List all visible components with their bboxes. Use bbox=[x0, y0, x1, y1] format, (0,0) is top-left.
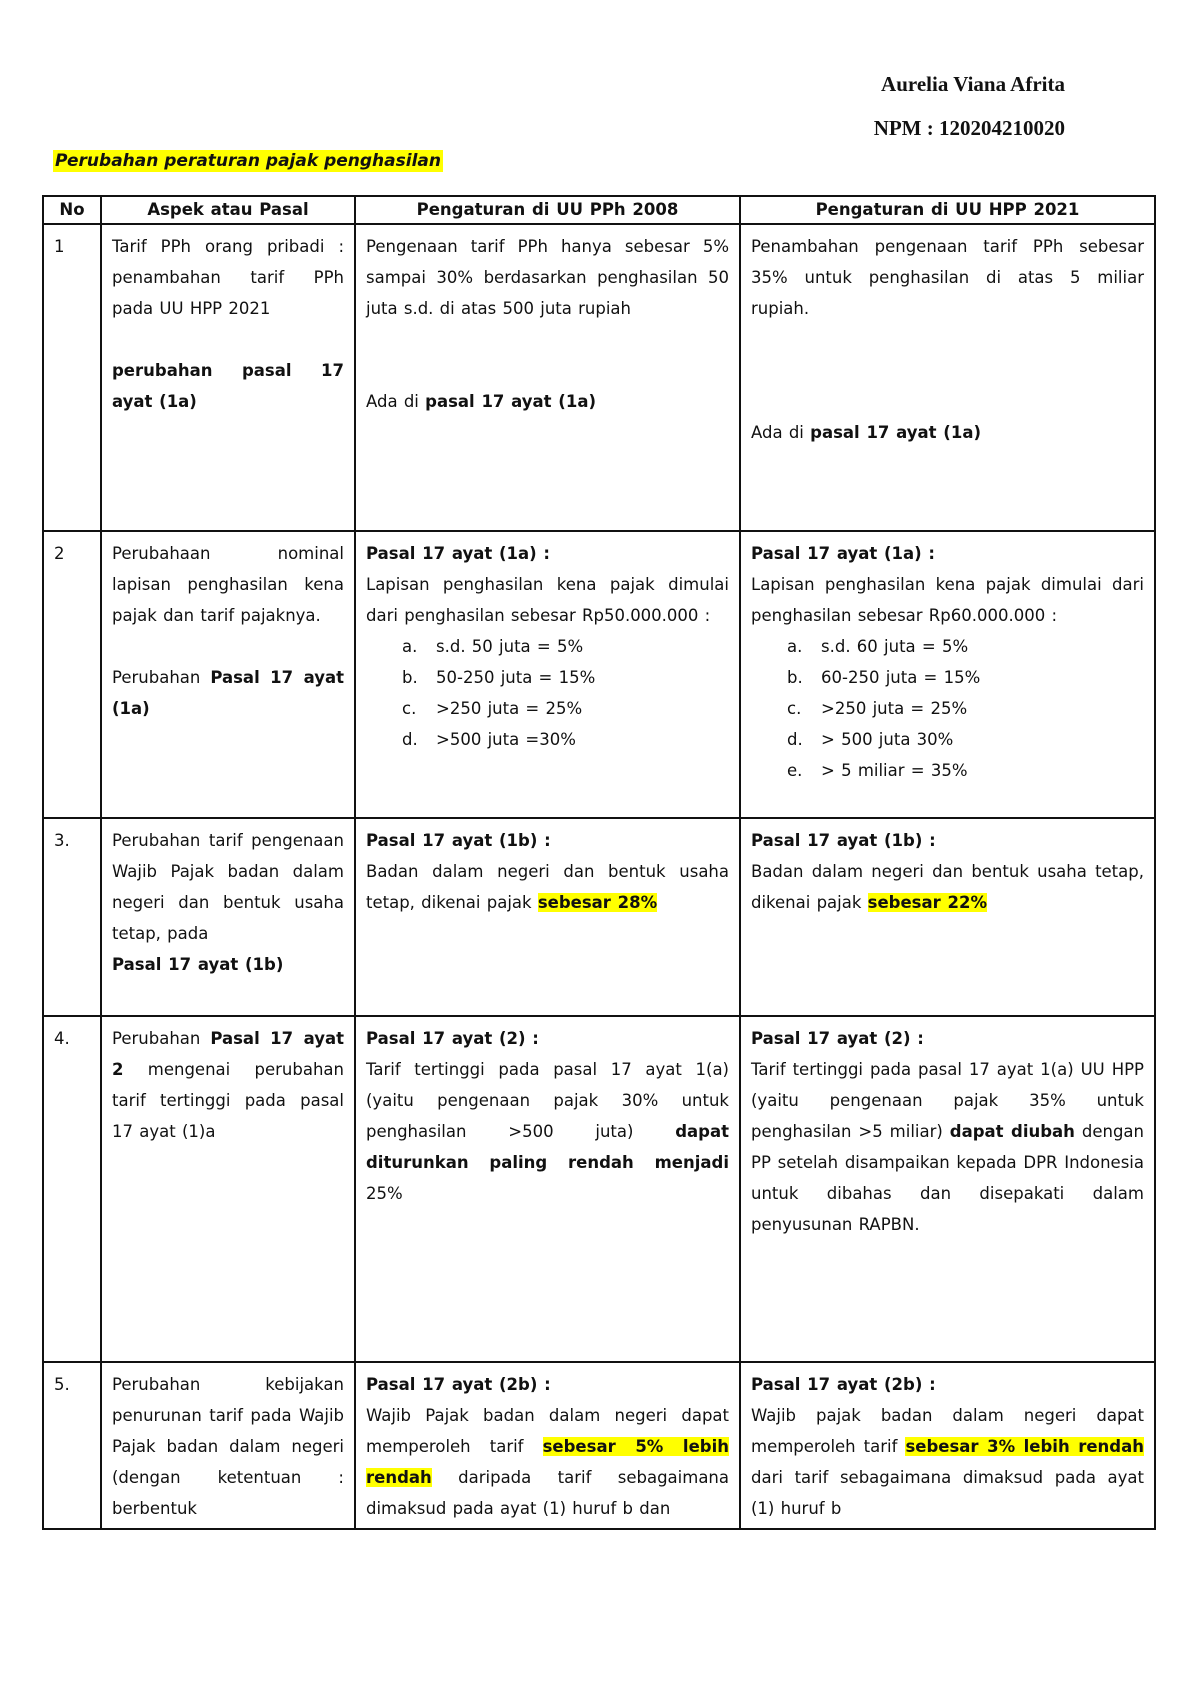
author-npm: NPM : 120204210020 bbox=[873, 116, 1065, 140]
highlight-rate: sebesar 5% lebih rendah bbox=[366, 1437, 729, 1487]
pph2008-cell bbox=[355, 818, 740, 1016]
author-name: Aurelia Viana Afrita bbox=[881, 72, 1065, 96]
aspect-text: Perubahan Pasal 17 ayat 2 mengenai perubahan tarif tertinggi pada pasal 17 ayat (1)a bbox=[112, 1029, 344, 1141]
aspect-cell bbox=[101, 1362, 355, 1529]
hpp2021-cell bbox=[740, 1016, 1155, 1362]
pph2008-bracket-list bbox=[366, 631, 729, 755]
hpp2021-bracket-list bbox=[751, 631, 1144, 786]
column-header-no: No bbox=[43, 196, 101, 224]
aspect-pasal: perubahan pasal 17 ayat (1a) bbox=[112, 361, 344, 411]
hpp2021-text: Tarif tertinggi pada pasal 17 ayat 1(a) UU HPP (yaitu pengenaan pajak 35% untuk penghasilan >5 miliar) dapat diubah dengan PP setelah disampaikan kepada DPR Indonesia untuk dibahas dan disepakati dalam penyusunan RAPBN. bbox=[751, 1060, 1144, 1234]
aspect-text: Perubahan kebijakan penurunan tarif pada Wajib Pajak badan dalam negeri (dengan ketentuan : berbentuk bbox=[112, 1375, 344, 1518]
hpp2021-heading: Pasal 17 ayat (1b) : bbox=[751, 831, 936, 850]
highlight-rate: sebesar 3% lebih rendah bbox=[905, 1437, 1144, 1456]
list-item: d. >500 juta =30% bbox=[402, 730, 576, 749]
hpp2021-cell bbox=[740, 531, 1155, 818]
hpp2021-intro: Lapisan penghasilan kena pajak dimulai dari penghasilan sebesar Rp60.000.000 : bbox=[751, 575, 1144, 625]
hpp2021-heading: Pasal 17 ayat (2) : bbox=[751, 1029, 924, 1048]
list-item: a. s.d. 60 juta = 5% bbox=[787, 637, 969, 656]
aspect-pasal: Pasal 17 ayat (1b) bbox=[112, 955, 284, 974]
hpp2021-heading: Pasal 17 ayat (1a) : bbox=[751, 544, 936, 563]
aspect-text: Perubahan tarif pengenaan Wajib Pajak badan dalam negeri dan bentuk usaha tetap, pada bbox=[112, 831, 344, 943]
hpp2021-text: Wajib pajak badan dalam negeri dapat memperoleh tarif sebesar 3% lebih rendah dari tarif sebagaimana dimaksud pada ayat (1) huruf b bbox=[751, 1406, 1144, 1518]
document-title: Perubahan peraturan pajak penghasilan bbox=[55, 151, 441, 171]
hpp2021-heading: Pasal 17 ayat (2b) : bbox=[751, 1375, 936, 1394]
pph2008-cell bbox=[355, 1362, 740, 1529]
list-item: b. 50-250 juta = 15% bbox=[402, 668, 596, 687]
row-number: 2 bbox=[43, 531, 101, 818]
table-row bbox=[43, 224, 1155, 531]
aspect-cell bbox=[101, 224, 355, 531]
hpp2021-reference: Ada di pasal 17 ayat (1a) bbox=[751, 423, 981, 442]
pph2008-heading: Pasal 17 ayat (2) : bbox=[366, 1029, 539, 1048]
highlight-rate: sebesar 28% bbox=[537, 893, 658, 912]
row-number: 4. bbox=[43, 1016, 101, 1362]
comparison-table bbox=[42, 195, 1156, 1530]
pph2008-cell bbox=[355, 1016, 740, 1362]
row-number: 1 bbox=[43, 224, 101, 531]
aspect-pasal: Perubahan Pasal 17 ayat (1a) bbox=[112, 668, 344, 718]
pph2008-cell bbox=[355, 531, 740, 818]
hpp2021-text: Badan dalam negeri dan bentuk usaha tetap, dikenai pajak sebesar 22% bbox=[751, 862, 1144, 912]
hpp2021-cell bbox=[740, 1362, 1155, 1529]
row-number: 5. bbox=[43, 1362, 101, 1529]
aspect-cell bbox=[101, 818, 355, 1016]
pph2008-intro: Lapisan penghasilan kena pajak dimulai dari penghasilan sebesar Rp50.000.000 : bbox=[366, 575, 729, 625]
list-item: a. s.d. 50 juta = 5% bbox=[402, 637, 584, 656]
table-row bbox=[43, 1362, 1155, 1529]
aspect-text: Perubahaan nominal lapisan penghasilan kena pajak dan tarif pajaknya. bbox=[112, 544, 344, 625]
pph2008-text: Tarif tertinggi pada pasal 17 ayat 1(a) (yaitu pengenaan pajak 30% untuk penghasilan >500 juta) dapat diturunkan paling rendah menjadi 25% bbox=[366, 1060, 729, 1203]
pph2008-heading: Pasal 17 ayat (1b) : bbox=[366, 831, 551, 850]
pph2008-text: Badan dalam negeri dan bentuk usaha tetap, dikenai pajak sebesar 28% bbox=[366, 862, 729, 912]
hpp2021-cell bbox=[740, 224, 1155, 531]
hpp2021-text: Penambahan pengenaan tarif PPh sebesar 35% untuk penghasilan di atas 5 miliar rupiah. bbox=[751, 237, 1144, 318]
table-row bbox=[43, 1016, 1155, 1362]
table-row bbox=[43, 818, 1155, 1016]
row-number: 3. bbox=[43, 818, 101, 1016]
pph2008-text: Pengenaan tarif PPh hanya sebesar 5% sampai 30% berdasarkan penghasilan 50 juta s.d. di atas 500 juta rupiah bbox=[366, 237, 729, 318]
aspect-cell bbox=[101, 1016, 355, 1362]
pph2008-text: Wajib Pajak badan dalam negeri dapat memperoleh tarif sebesar 5% lebih rendah daripada tarif sebagaimana dimaksud pada ayat (1) huruf b dan bbox=[366, 1406, 729, 1518]
column-header-pph2008: Pengaturan di UU PPh 2008 bbox=[355, 196, 740, 224]
table-header-row bbox=[43, 196, 1155, 224]
aspect-cell bbox=[101, 531, 355, 818]
column-header-hpp2021: Pengaturan di UU HPP 2021 bbox=[740, 196, 1155, 224]
list-item: d. > 500 juta 30% bbox=[787, 730, 954, 749]
hpp2021-cell bbox=[740, 818, 1155, 1016]
list-item: e. > 5 miliar = 35% bbox=[787, 761, 968, 780]
aspect-text: Tarif PPh orang pribadi : penambahan tarif PPh pada UU HPP 2021 bbox=[112, 237, 344, 318]
column-header-aspect: Aspek atau Pasal bbox=[101, 196, 355, 224]
pph2008-heading: Pasal 17 ayat (2b) : bbox=[366, 1375, 551, 1394]
pph2008-reference: Ada di pasal 17 ayat (1a) bbox=[366, 392, 596, 411]
list-item: c. >250 juta = 25% bbox=[402, 699, 583, 718]
table-row bbox=[43, 531, 1155, 818]
pph2008-heading: Pasal 17 ayat (1a) : bbox=[366, 544, 551, 563]
list-item: b. 60-250 juta = 15% bbox=[787, 668, 981, 687]
list-item: c. >250 juta = 25% bbox=[787, 699, 968, 718]
pph2008-cell bbox=[355, 224, 740, 531]
highlight-rate: sebesar 22% bbox=[867, 893, 988, 912]
